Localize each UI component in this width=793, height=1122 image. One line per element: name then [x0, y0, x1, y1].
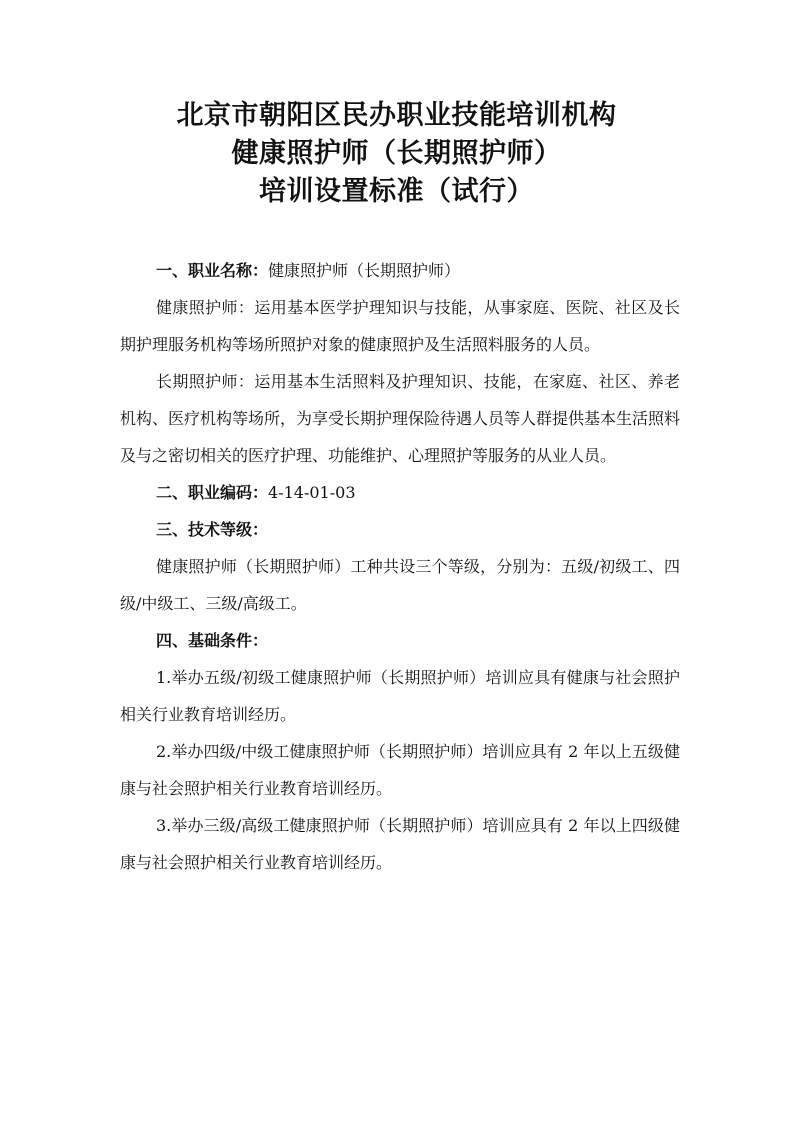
section-technical-levels	[120, 511, 680, 548]
basic-condition-item-2: 2.举办四级/中级工健康照护师（长期照护师）培训应具有 2 年以上五级健康与社会照护相关行业教育培训经历。	[120, 742, 680, 798]
technical-levels-heading: 三、技术等级：	[156, 520, 269, 539]
basic-conditions-heading: 四、基础条件：	[156, 631, 269, 650]
occupation-definition-health-carer: 健康照护师：运用基本医学护理知识与技能，从事家庭、医院、社区及长期护理服务机构等场所照护对象的健康照护及生活照料服务的人员。	[120, 298, 680, 354]
basic-condition-item-3: 3.举办三级/高级工健康照护师（长期照护师）培训应具有 2 年以上四级健康与社会照护相关行业教育培训经历。	[120, 816, 680, 872]
document-body	[120, 252, 680, 881]
section-occupation-code	[120, 474, 680, 511]
document-title-line-3: 培训设置标准（试行）	[259, 176, 534, 207]
occupation-code-heading: 二、职业编码：	[156, 483, 269, 502]
occupation-definition-long-term-carer: 长期照护师：运用基本生活照料及护理知识、技能，在家庭、社区、养老机构、医疗机构等场所，为享受长期护理保险待遇人员等人群提供基本生活照料及与之密切相关的医疗护理、功能维护、心理照护等服务的从业人员。	[120, 372, 681, 465]
document-title-line-1: 北京市朝阳区民办职业技能培训机构	[176, 100, 617, 131]
basic-condition-item-1: 1.举办五级/初级工健康照护师（长期照护师）培训应具有健康与社会照护相关行业教育培训经历。	[120, 668, 680, 724]
document-title-line-2: 健康照护师（长期照护师）	[231, 138, 562, 169]
technical-levels-description: 健康照护师（长期照护师）工种共设三个等级，分别为：五级/初级工、四级/中级工、三级/高级工。	[120, 557, 680, 613]
occupation-name-heading: 一、职业名称：	[156, 261, 269, 280]
section-occupation-name	[120, 252, 680, 289]
occupation-code-value: 4-14-01-03	[268, 483, 356, 502]
section-basic-conditions	[120, 622, 680, 659]
occupation-name-value: 健康照护师（长期照护师）	[268, 261, 461, 280]
